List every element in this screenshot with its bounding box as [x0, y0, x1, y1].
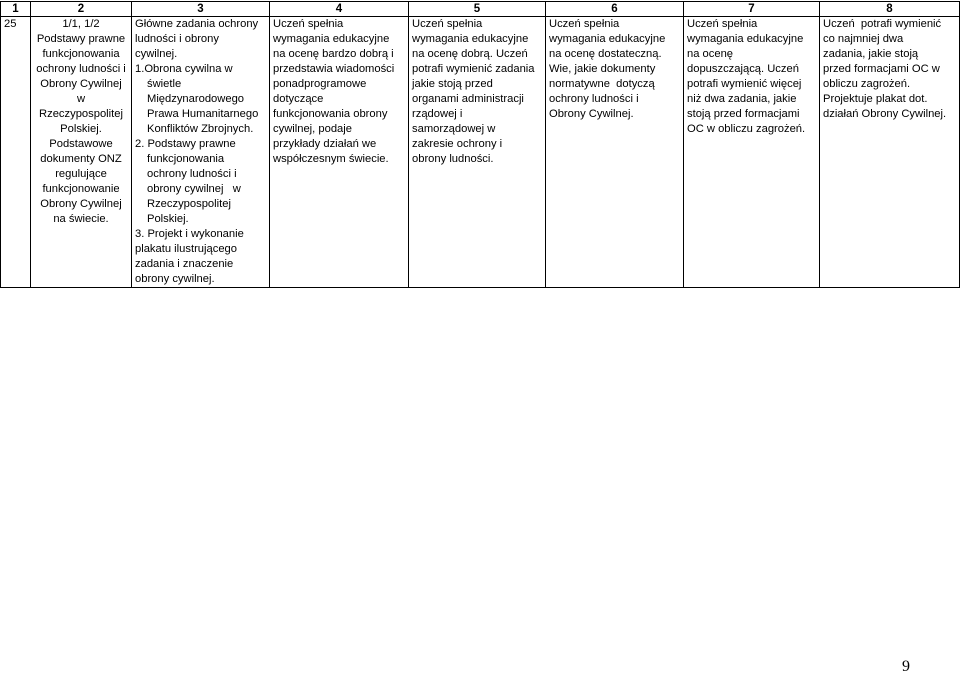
- topic-line: ochrony ludności i: [36, 63, 126, 75]
- topic-line: funkcjonowania: [42, 48, 120, 60]
- topic-line: Obrony Cywilnej: [40, 78, 122, 90]
- header-row: [1, 2, 960, 17]
- grade-line: potrafi wymienić zadania: [412, 63, 535, 75]
- grade-line: przykłady działań we: [273, 138, 377, 150]
- grade-line: Uczeń spełnia: [549, 18, 620, 30]
- content-line: zadania i znaczenie: [135, 258, 234, 270]
- table-row: [1, 17, 960, 288]
- curriculum-table: [0, 1, 960, 288]
- topic-line: Podstawy prawne: [36, 33, 126, 45]
- content-line: plakatu ilustrującego: [135, 243, 237, 255]
- content-line: Polskiej.: [147, 213, 189, 225]
- content-line: ludności i obrony: [135, 33, 219, 45]
- grade-line: przedstawia wiadomości: [273, 63, 395, 75]
- grade-line: jakie stoją przed: [412, 78, 493, 90]
- content-line: Konfliktów Zbrojnych.: [147, 123, 254, 135]
- header-col-2: 2: [31, 2, 132, 17]
- grade-excellent-cell: [270, 17, 409, 288]
- grade-line: normatywne dotyczą: [549, 78, 655, 90]
- topic-line: 1/1, 1/2: [62, 18, 100, 30]
- lesson-number-cell: 25: [1, 17, 31, 288]
- grade-line: stoją przed formacjami: [687, 108, 800, 120]
- content-line: 1.Obrona cywilna w: [135, 63, 233, 75]
- topic-line: Polskiej.: [60, 123, 102, 135]
- header-col-1: 1: [1, 2, 31, 17]
- content-line: 2. Podstawy prawne: [135, 138, 236, 150]
- grade-line: obrony ludności.: [412, 153, 494, 165]
- grade-line: wymagania edukacyjne: [687, 33, 804, 45]
- grade-line: na ocenę: [687, 48, 734, 60]
- content-line: Prawa Humanitarnego: [147, 108, 259, 120]
- grade-line: OC w obliczu zagrożeń.: [687, 123, 806, 135]
- content-line: funkcjonowania: [147, 153, 225, 165]
- grade-satisfactory-cell: [684, 17, 820, 288]
- topic-cell: [31, 17, 132, 288]
- topic-line: regulujące: [55, 168, 107, 180]
- content-line: ochrony ludności i: [147, 168, 237, 180]
- grade-line: na ocenę dostateczną.: [549, 48, 662, 60]
- header-col-6: 6: [546, 2, 684, 17]
- topic-line: Podstawowe: [49, 138, 113, 150]
- grade-line: Uczeń spełnia: [273, 18, 344, 30]
- grade-line: wymagania edukacyjne: [412, 33, 529, 45]
- content-line: 3. Projekt i wykonanie: [135, 228, 244, 240]
- grade-very-good-cell: [409, 17, 546, 288]
- topic-line: Rzeczypospolitej: [39, 108, 123, 120]
- content-line: obrony cywilnej.: [135, 273, 215, 285]
- topic-line: w: [76, 93, 86, 105]
- grade-line: obliczu zagrożeń.: [823, 78, 911, 90]
- grade-line: działań Obrony Cywilnej.: [823, 108, 947, 120]
- content-line: cywilnej.: [135, 48, 178, 60]
- grade-line: współczesnym świecie.: [273, 153, 389, 165]
- grade-line: zakresie ochrony i: [412, 138, 503, 150]
- grade-line: Projektuje plakat dot.: [823, 93, 928, 105]
- grade-good-cell: [546, 17, 684, 288]
- grade-line: przed formacjami OC w: [823, 63, 940, 75]
- grade-line: Uczeń potrafi wymienić: [823, 18, 942, 30]
- grade-line: samorządowej w: [412, 123, 496, 135]
- grade-line: organami administracji: [412, 93, 524, 105]
- topic-line: na świecie.: [53, 213, 109, 225]
- grade-line: funkcjonowania obrony: [273, 108, 388, 120]
- grade-line: zadania, jakie stoją: [823, 48, 919, 60]
- grade-line: wymagania edukacyjne: [549, 33, 666, 45]
- grade-line: ochrony ludności i: [549, 93, 639, 105]
- header-col-5: 5: [409, 2, 546, 17]
- grade-line: niż dwa zadania, jakie: [687, 93, 797, 105]
- header-col-3: 3: [132, 2, 270, 17]
- grade-line: Uczeń spełnia: [412, 18, 483, 30]
- header-col-7: 7: [684, 2, 820, 17]
- grade-line: na ocenę bardzo dobrą i: [273, 48, 394, 60]
- content-cell: [132, 17, 270, 288]
- grade-line: co najmniej dwa: [823, 33, 904, 45]
- topic-line: dokumenty ONZ: [40, 153, 122, 165]
- content-line: Międzynarodowego: [147, 93, 245, 105]
- grade-line: cywilnej, podaje: [273, 123, 352, 135]
- grade-line: na ocenę dobrą. Uczeń: [412, 48, 528, 60]
- header-col-8: 8: [820, 2, 960, 17]
- content-line: świetle: [147, 78, 182, 90]
- grade-line: wymagania edukacyjne: [273, 33, 390, 45]
- content-line: Rzeczypospolitej: [147, 198, 231, 210]
- grade-sufficient-cell: [820, 17, 960, 288]
- header-col-4: 4: [270, 2, 409, 17]
- grade-line: Wie, jakie dokumenty: [549, 63, 656, 75]
- grade-line: dotyczące: [273, 93, 324, 105]
- topic-line: Obrony Cywilnej: [40, 198, 122, 210]
- grade-line: rządowej i: [412, 108, 463, 120]
- content-line: obrony cywilnej w: [147, 183, 241, 195]
- grade-line: potrafi wymienić więcej: [687, 78, 802, 90]
- page-number: 9: [902, 658, 910, 675]
- grade-line: Obrony Cywilnej.: [549, 108, 634, 120]
- grade-line: ponadprogramowe: [273, 78, 367, 90]
- grade-line: Uczeń spełnia: [687, 18, 758, 30]
- topic-line: funkcjonowanie: [42, 183, 120, 195]
- content-line: Główne zadania ochrony: [135, 18, 259, 30]
- grade-line: dopuszczającą. Uczeń: [687, 63, 799, 75]
